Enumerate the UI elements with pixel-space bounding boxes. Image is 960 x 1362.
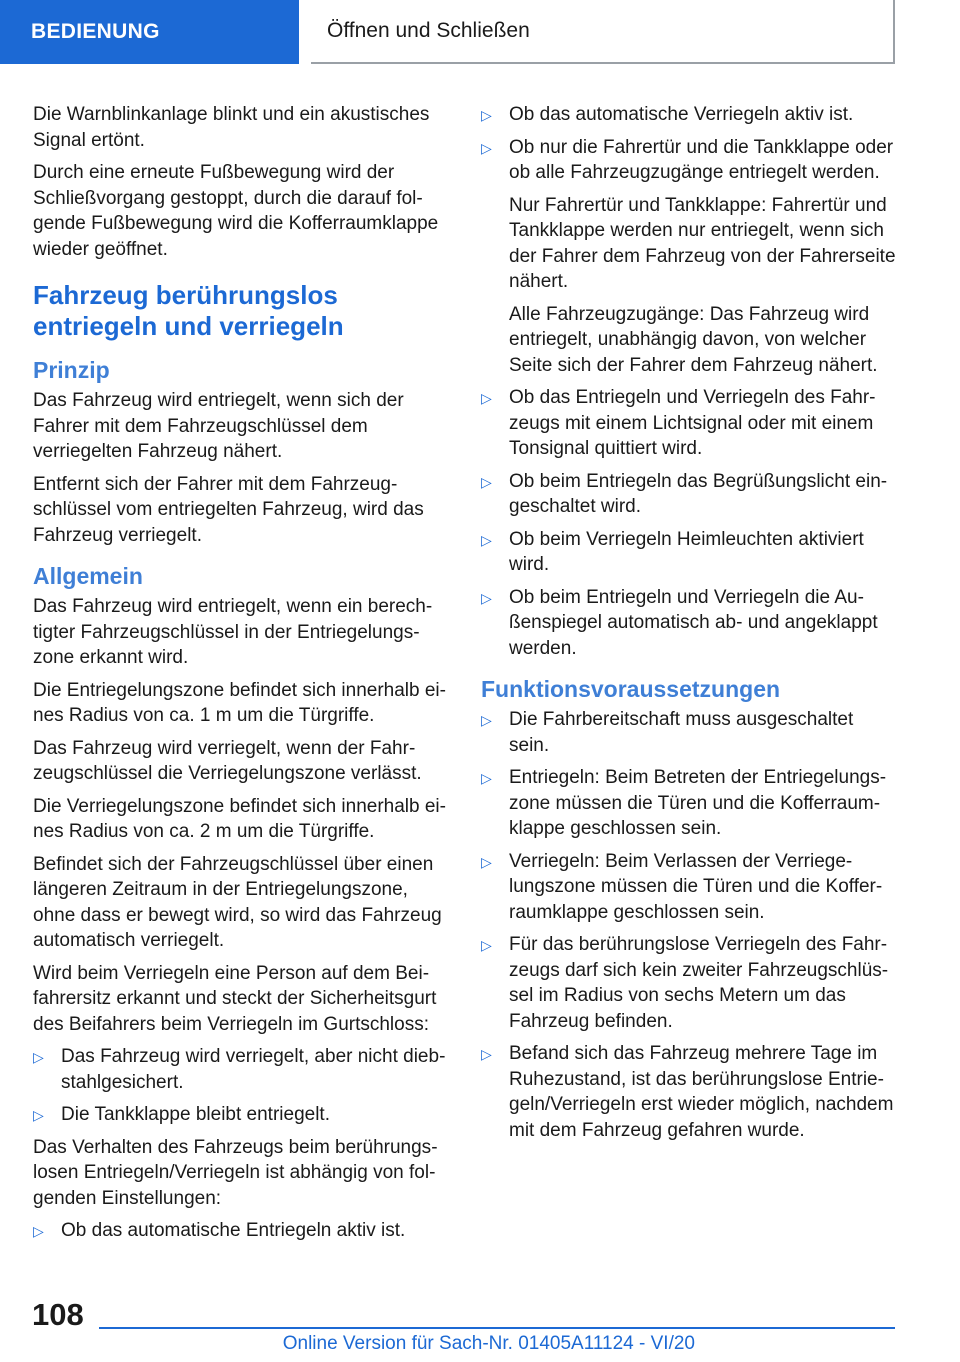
triangle-bullet-icon: ▷: [481, 107, 492, 123]
paragraph: Entfernt sich der Fahrer mit dem Fahrzeugschlüssel vom entriegelten Fahrzeug, wird das Fahrzeug verriegelt.: [33, 473, 424, 546]
paragraph: Die Verriegelungszone befindet sich innerhalb eines Radius von ca. 2 m um die Türgriffe.: [33, 795, 446, 842]
list-item: [481, 932, 896, 1034]
list-item-text: Ob beim Entriegeln und Verriegeln die Außenspiegel automatisch ab- und angeklappt werden.: [509, 586, 878, 659]
paragraph: Das Fahrzeug wird entriegelt, wenn ein berechtigter Fahrzeugschlüssel in der Entriegelungszone erkannt wird.: [33, 596, 433, 668]
triangle-bullet-icon: ▷: [33, 1223, 44, 1239]
triangle-bullet-icon: ▷: [481, 531, 492, 548]
paragraph: Das Fahrzeug wird verriegelt, wenn der Fahrzeugschlüssel die Verriegelungszone verlässt.: [33, 737, 422, 784]
list-item-detail: Alle Fahrzeugzugänge: Das Fahrzeug wird entriegelt, unabhängig davon, von welcher Seite sich der Fahrer dem Fahrzeug nähert.: [509, 303, 878, 376]
triangle-bullet-icon: ▷: [481, 589, 492, 606]
paragraph: Die Warnblinkanlage blinkt und ein akustisches Signal ertönt.: [33, 104, 430, 151]
right-column: [481, 102, 896, 1150]
list-item: [481, 385, 896, 462]
list-item: [33, 1044, 448, 1095]
page-number: 108: [32, 1297, 84, 1332]
list-item: [481, 469, 896, 520]
list-item-text: Die Tankklappe bleibt entriegelt.: [61, 1104, 330, 1125]
triangle-bullet-icon: ▷: [481, 473, 492, 490]
triangle-bullet-icon: ▷: [481, 1046, 492, 1062]
chapter-header: [311, 0, 895, 64]
triangle-bullet-icon: ▷: [481, 390, 492, 406]
list-item-text: Ob nur die Fahrertür und die Tankklappe oder ob alle Fahrzeugzugänge entriegelt werden.: [509, 136, 894, 183]
list-item-text: Das Fahrzeug wird verriegelt, aber nicht diebstahlgesichert.: [61, 1046, 446, 1093]
list-item-text: Entriegeln: Beim Betreten der Entriegelungszone müssen die Türen und die Kofferraumklappe geschlossen sein.: [509, 767, 887, 839]
paragraph: Durch eine erneute Fußbewegung wird der Schließvorgang gestoppt, durch die darauf folgende Fußbewegung wird die Kofferraumklappe wieder geöffnet.: [33, 162, 439, 260]
list-item: [481, 765, 896, 842]
list-item-text: Die Fahrbereitschaft muss ausgeschaltet sein.: [509, 709, 854, 756]
left-column: [33, 102, 448, 1251]
section-title: BEDIENUNG: [31, 20, 160, 43]
list-item: [481, 527, 896, 578]
list-item-text: Für das berührungslose Verriegeln des Fahrzeugs darf sich kein zweiter Fahrzeugschlüssel im Radius von sechs Metern um das Fahrzeug befinden.: [509, 934, 889, 1032]
triangle-bullet-icon: ▷: [481, 712, 492, 728]
list-item-text: Ob das automatische Verriegeln aktiv ist.: [509, 104, 854, 125]
list-item: [33, 1218, 448, 1244]
list-item: [33, 1102, 448, 1128]
footer-version-text: Online Version für Sach-Nr. 01405A11124 - VI/20: [282, 1333, 695, 1354]
list-item-text: Verriegeln: Beim Verlassen der Verriegelungszone müssen die Türen und die Kofferraumklappe geschlossen sein.: [509, 850, 883, 923]
list-item-text: Ob das Entriegeln und Verriegeln des Fahrzeugs mit einem Lichtsignal oder mit einem Tonsignal quittiert wird.: [509, 387, 876, 459]
section-tab: [0, 0, 299, 64]
subheading-allgemein: Allgemein: [33, 563, 143, 589]
triangle-bullet-icon: ▷: [33, 1107, 44, 1123]
subheading-prinzip: Prinzip: [33, 357, 110, 383]
subheading-funktionsvoraussetzungen: Funktionsvoraussetzungen: [481, 676, 781, 702]
footer-divider: [99, 1327, 895, 1329]
triangle-bullet-icon: ▷: [481, 853, 492, 870]
list-item: [481, 585, 896, 662]
list-item: [481, 135, 896, 379]
section-heading: Fahrzeug berührungslos entriegeln und verriegeln: [33, 280, 344, 341]
list-item-text: Ob beim Verriegeln Heimleuchten aktiviert wird.: [509, 528, 864, 575]
triangle-bullet-icon: ▷: [481, 937, 492, 953]
list-item: [481, 707, 896, 758]
triangle-bullet-icon: ▷: [481, 770, 492, 786]
paragraph: Wird beim Verriegeln eine Person auf dem Beifahrersitz erkannt und steckt der Sicherheitsgurt des Beifahrers beim Verriegeln im Gurtschloss:: [33, 962, 437, 1035]
list-item: [481, 1041, 896, 1143]
list-item: [481, 849, 896, 926]
list-item-detail: Nur Fahrertür und Tankklappe: Fahrertür und Tankklappe werden nur entriegelt, wenn sich der Fahrer dem Fahrzeug von der Fahrerseite nähert.: [509, 194, 896, 292]
chapter-title: Öffnen und Schließen: [327, 19, 530, 42]
list-item-text: Befand sich das Fahrzeug mehrere Tage im Ruhezustand, ist das berührungslose Entriegeln/Verriegeln erst wieder möglich, nachdem mit dem Fahrzeug gefahren wurde.: [509, 1043, 894, 1141]
paragraph: Befindet sich der Fahrzeugschlüssel über einen längeren Zeitraum in der Entriegelungszone, ohne dass er bewegt wird, so wird das Fahrzeug automatisch verriegelt.: [33, 853, 442, 951]
triangle-bullet-icon: ▷: [33, 1049, 44, 1065]
paragraph: Das Verhalten des Fahrzeugs beim berührungslosen Entriegeln/Verriegeln ist abhängig von folgenden Einstellungen:: [33, 1136, 438, 1209]
list-item: [481, 102, 896, 128]
paragraph: Das Fahrzeug wird entriegelt, wenn sich der Fahrer mit dem Fahrzeugschlüssel dem verriegelten Fahrzeug nähert.: [33, 390, 404, 462]
paragraph: Die Entriegelungszone befindet sich innerhalb eines Radius von ca. 1 m um die Türgriffe.: [33, 679, 446, 726]
list-item-text: Ob das automatische Entriegeln aktiv ist.: [61, 1220, 406, 1241]
list-item-text: Ob beim Entriegeln das Begrüßungslicht eingeschaltet wird.: [509, 470, 888, 517]
triangle-bullet-icon: ▷: [481, 139, 492, 156]
